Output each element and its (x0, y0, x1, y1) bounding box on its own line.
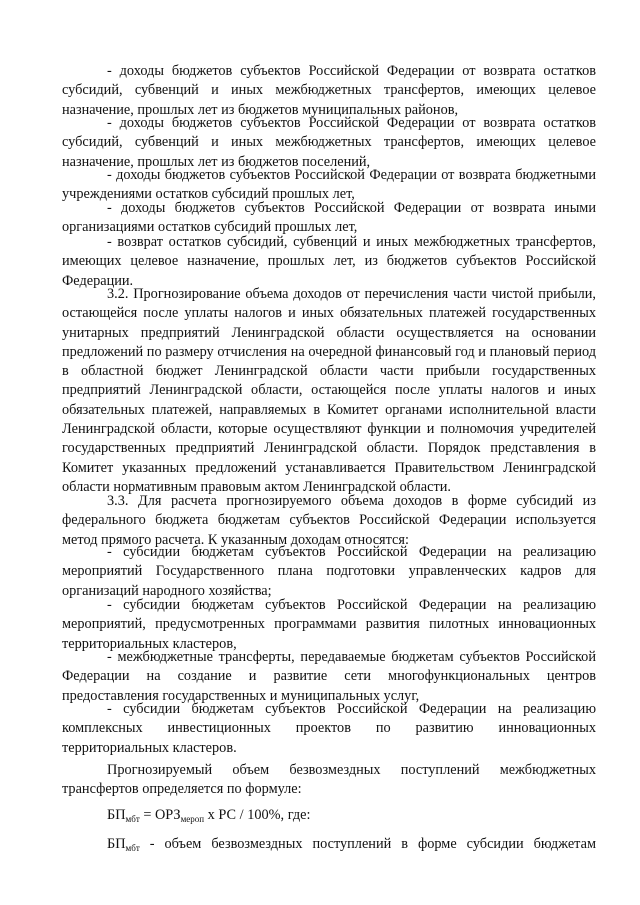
paragraph-3: - доходы бюджетов субъектов Российской Федерации от возврата бюджетными учреждениями остатков субсидий прошлых лет, (62, 167, 596, 203)
definition-symbol-sub: мбт (125, 843, 140, 853)
formula-intro: Прогнозируемый объем безвозмездных поступлений межбюджетных трансфертов определяется по формуле: (62, 762, 596, 798)
formula-lhs-sub: мбт (125, 814, 140, 824)
paragraph-3-2: 3.2. Прогнозирование объема доходов от перечисления части чистой прибыли, остающейся после уплаты налогов и иных обязательных платежей государственных унитарных предприятий Ленинградской области осуществляется на основании предложений по размеру отчисления на очередной финансовый год и плановый период в областной бюджет Ленинградской области части прибыли государственных предприятий Ленинградской области, остающейся после уплаты налогов и иных обязательных платежей, направляемых в Комитет органами исполнительной власти Ленинградской области, которые осуществляют функции и полномочия учредителей государственных предприятий Ленинградской области. Порядок представления в Комитет указанных предложений устанавливается Правительством Ленинградской области нормативным правовым актом Ленинградской области. (62, 286, 596, 495)
formula (107, 806, 310, 825)
list-item-1: - субсидии бюджетам субъектов Российской Федерации на реализацию мероприятий Государственного плана подготовки управленческих кадров для организаций народного хозяйства; (62, 544, 596, 599)
list-item-4: - субсидии бюджетам субъектов Российской Федерации на реализацию комплексных инвестиционных проектов по развитию инновационных территориальных кластеров. (62, 701, 596, 756)
paragraph-4: - доходы бюджетов субъектов Российской Федерации от возврата иными организациями остатков субсидий прошлых лет, (62, 200, 596, 236)
formula-rest: х РС / 100%, где: (204, 807, 311, 823)
paragraph-5: - возврат остатков субсидий, субвенций и иных межбюджетных трансфертов, имеющих целевое назначение, прошлых лет, из бюджетов субъектов Российской Федерации. (62, 234, 596, 289)
paragraph-3-3: 3.3. Для расчета прогнозируемого объема доходов в форме субсидий из федерального бюджета бюджетам субъектов Российской Федерации используется метод прямого расчета. К указанным доходам относятся: (62, 493, 596, 548)
paragraph-2: - доходы бюджетов субъектов Российской Федерации от возврата остатков субсидий, субвенций и иных межбюджетных трансфертов, имеющих целевое назначение, прошлых лет из бюджетов поселений, (62, 115, 596, 170)
definition-text: - объем безвозмездных поступлений в форме субсидии бюджетам (139, 836, 596, 852)
definition-line (107, 835, 596, 854)
definition-symbol: БП (107, 836, 126, 852)
formula-rhs-sub: мероп (180, 814, 205, 824)
paragraph-1: - доходы бюджетов субъектов Российской Федерации от возврата остатков субсидий, субвенций и иных межбюджетных трансфертов, имеющих целевое назначение, прошлых лет из бюджетов муниципальных районов, (62, 63, 596, 118)
list-item-3: - межбюджетные трансферты, передаваемые бюджетам субъектов Российской Федерации на создание и развитие сети многофункциональных центров предоставления государственных и муниципальных услуг, (62, 649, 596, 704)
list-item-2: - субсидии бюджетам субъектов Российской Федерации на реализацию мероприятий, предусмотренных программами развития пилотных инновационных территориальных кластеров, (62, 597, 596, 652)
formula-lhs: БП (107, 807, 126, 823)
formula-eq: = ОРЗ (139, 807, 181, 823)
